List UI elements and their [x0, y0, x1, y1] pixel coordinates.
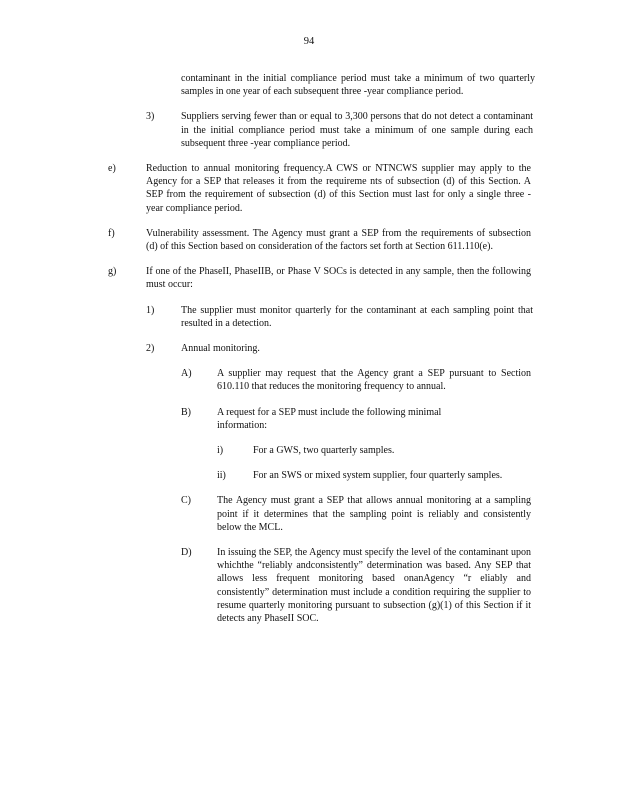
paragraph-text: For an SWS or mixed system supplier, four quarterly samples.	[253, 470, 503, 482]
paragraph-g-2-B	[0, 406, 618, 432]
paragraph-text: The Agency must grant a SEP that allows annual monitoring at a sampling point if it determines that the sampling point is reliably and consistently below the MCL.	[217, 495, 531, 533]
paragraph-continuation	[0, 72, 618, 98]
paragraph-label: i)	[217, 445, 224, 457]
paragraph-label: D)	[181, 547, 192, 559]
paragraph-label: C)	[181, 495, 191, 507]
paragraph-text: In issuing the SEP, the Agency must specify the level of the contaminant upon whichthe “reliably andconsistently” determination was based. Any SEP that allows less frequent monitoring based onanAgency “r eliably and consistently” determination must include a condition requiring the supplier to resume quarterly monitoring pursuant to subsection (g)(1) of this Section if it detects any PhaseII SOC.	[217, 547, 531, 625]
paragraph-3	[0, 110, 618, 150]
paragraph-g-2-B-i	[0, 444, 618, 457]
paragraph-text: For a GWS, two quarterly samples.	[253, 445, 395, 457]
paragraph-e	[0, 162, 618, 215]
paragraph-text: Annual monitoring.	[181, 343, 260, 355]
paragraph-g	[0, 265, 618, 291]
paragraph-g-2-D	[0, 546, 618, 625]
paragraph-label: 3)	[146, 111, 155, 123]
paragraph-text: Reduction to annual monitoring frequency.A CWS or NTNCWS supplier may apply to the Agency for a SEP that releases it from the requireme nts of subsection (d) of this Section. A SEP from the requirement of subsection (d) of this Section must last for only a single three -year compliance period.	[146, 163, 531, 214]
paragraph-g-2-A	[0, 367, 618, 393]
paragraph-label: B)	[181, 406, 191, 418]
paragraph-label: f)	[108, 227, 115, 239]
paragraph-text: Suppliers serving fewer than or equal to 3,300 persons that do not detect a contaminant in the initial compliance period must take a minimum of one sample during each subsequent three -year compliance period.	[181, 111, 533, 149]
paragraph-text: A request for a SEP must include the following minimal information:	[217, 406, 442, 431]
paragraph-label: 2)	[146, 343, 155, 355]
paragraph-g-2	[0, 342, 618, 355]
paragraph-text: The supplier must monitor quarterly for the contaminant at each sampling point that resulted in a detection.	[181, 304, 533, 329]
paragraph-text: Vulnerability assessment. The Agency must grant a SEP from the requirements of subsection (d) of this Section based on consideration of the factors set forth at Section 611.110(e).	[146, 227, 531, 253]
paragraph-text: If one of the PhaseII, PhaseIIB, or Phase V SOCs is detected in any sample, then the following must occur:	[146, 266, 531, 291]
paragraph-label: 1)	[146, 304, 155, 316]
paragraph-text: A supplier may request that the Agency grant a SEP pursuant to Section 610.110 that reduces the monitoring frequency to annual.	[217, 368, 531, 393]
paragraph-f	[0, 227, 618, 253]
paragraph-label: e)	[108, 163, 116, 175]
paragraph-g-2-B-ii	[0, 469, 618, 482]
document-body	[0, 72, 618, 637]
paragraph-label: A)	[181, 368, 192, 380]
paragraph-text: contaminant in the initial compliance period must take a minimum of two quarterly samples in one year of each subsequent three -year compliance period.	[181, 73, 535, 98]
paragraph-g-2-C	[0, 494, 618, 534]
paragraph-label: g)	[108, 266, 117, 278]
page-number: 94	[303, 36, 315, 47]
paragraph-g-1	[0, 304, 618, 330]
paragraph-label: ii)	[217, 470, 226, 482]
